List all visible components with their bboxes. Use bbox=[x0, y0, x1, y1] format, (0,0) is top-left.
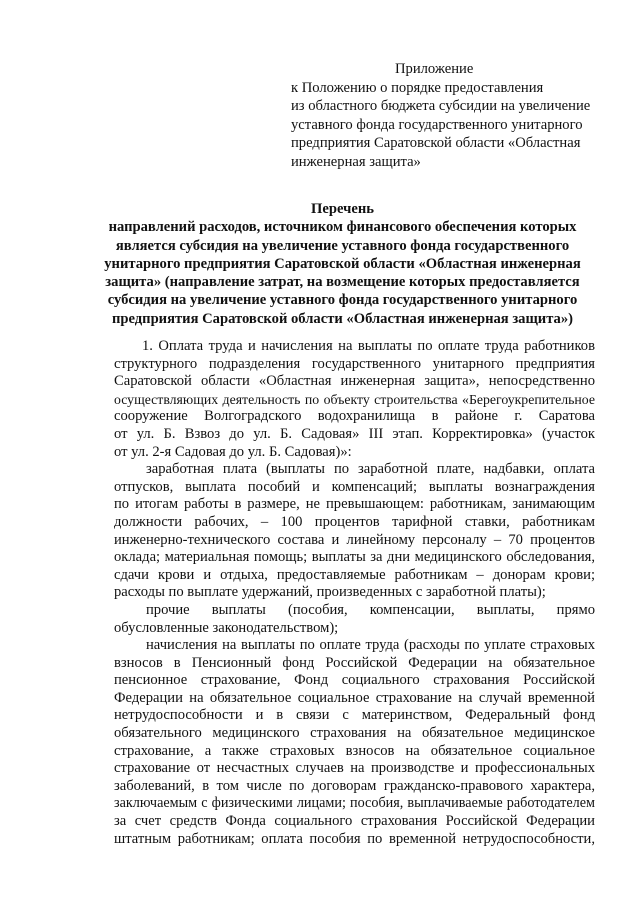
paragraph-3 bbox=[114, 602, 595, 637]
appendix-line: к Положению о порядке предоставления bbox=[291, 79, 544, 96]
text-line: расходы по выплате удержаний, произведенных с заработной платы); bbox=[114, 584, 546, 601]
appendix-line: из областного бюджета субсидии на увеличение bbox=[291, 98, 591, 115]
paragraph-2 bbox=[114, 461, 595, 602]
text-line: от ул. 2-я Садовая до ул. Б. Садовая)»: bbox=[114, 443, 352, 460]
heading-line: унитарного предприятия Саратовской области «Областная инженерная bbox=[104, 255, 581, 272]
text-line: взносов в Пенсионный фонд Российской Федерации на обязательное bbox=[114, 654, 595, 671]
appendix-line: предприятия Саратовской области «Областная bbox=[291, 135, 581, 152]
document-body bbox=[114, 338, 595, 848]
appendix-header bbox=[291, 60, 611, 172]
text-line: нетрудоспособности и в связи с материнством, Федеральный фонд bbox=[114, 707, 595, 724]
text-line: страхование от несчастных случаев на производстве и профессиональных bbox=[114, 760, 595, 777]
text-line: за счет средств Фонда социального страхования Российской Федерации bbox=[114, 813, 595, 830]
appendix-title: Приложение bbox=[395, 61, 474, 77]
heading-line: направлений расходов, источником финансового обеспечения которых bbox=[108, 219, 577, 236]
text-line: сдачи крови и отдыха, предоставляемые работникам – донорам крови; bbox=[114, 566, 595, 583]
text-line: штатным работникам; оплата пособия по временной нетрудоспособности, bbox=[114, 830, 595, 847]
heading-line: защита» (направление затрат, на возмещение которых предоставляется bbox=[105, 274, 580, 291]
text-line: заболеваний, в том числе по договорам гражданско-правового характера, bbox=[114, 777, 595, 794]
text-line: структурного подразделения государственного унитарного предприятия bbox=[114, 355, 595, 372]
text-line: оклада; материальная помощь; выплаты за дни медицинского обследования, bbox=[114, 549, 595, 566]
document-heading bbox=[80, 200, 605, 328]
text-line: по итогам работы в размере, не превышающем: работникам, занимающим bbox=[114, 496, 595, 513]
text-line: заключаемым с физическими лицами; пособия, выплачиваемые работодателем bbox=[114, 795, 595, 812]
text-line: Саратовской области «Областная инженерная защита», непосредственно bbox=[114, 373, 595, 390]
text-line: сооружение Волгоградского водохранилища в районе г. Саратова bbox=[114, 408, 595, 425]
text-line: начисления на выплаты по оплате труда (расходы по уплате страховых bbox=[146, 637, 595, 654]
text-line: 1. Оплата труда и начисления на выплаты по оплате труда работников bbox=[142, 338, 595, 354]
paragraph-1 bbox=[114, 338, 595, 461]
text-line: заработная плата (выплаты по заработной плате, надбавки, оплата bbox=[146, 461, 595, 478]
text-line: осуществляющих деятельность по объекту строительства «Берегоукрепительное bbox=[114, 391, 595, 407]
heading-line: предприятия Саратовской области «Областная инженерная защита») bbox=[111, 310, 574, 327]
paragraph-4 bbox=[114, 637, 595, 848]
heading-line: субсидия на увеличение уставного фонда государственного унитарного bbox=[107, 292, 578, 309]
appendix-line: уставного фонда государственного унитарного bbox=[291, 116, 583, 133]
heading-title: Перечень bbox=[311, 201, 374, 217]
text-line: обусловленные законодательством); bbox=[114, 619, 339, 636]
text-line: прочие выплаты (пособия, компенсации, выплаты, прямо bbox=[146, 601, 595, 618]
text-line: инженерно-технического состава и линейному персоналу – 70 процентов bbox=[114, 531, 595, 548]
text-line: должности рабочих, – 100 процентов тарифной ставки, работникам bbox=[114, 513, 595, 530]
appendix-line: инженерная защита» bbox=[291, 153, 421, 170]
text-line: Федерации на обязательное социальное страхование на случай временной bbox=[114, 689, 595, 706]
text-line: пенсионное страхование, Фонд социального страхования Российской bbox=[114, 672, 595, 689]
text-line: обязательного медицинского страхования на обязательное медицинское bbox=[114, 725, 595, 742]
text-line: отпусков, выплата пособий и компенсаций; выплаты вознаграждения bbox=[114, 478, 595, 495]
text-line: страхование, а также страховых взносов на обязательное социальное bbox=[114, 742, 595, 759]
text-line: от ул. Б. Взвоз до ул. Б. Садовая» III этап. Корректировка» (участок bbox=[114, 425, 595, 442]
heading-line: является субсидия на увеличение уставного фонда государственного bbox=[115, 237, 570, 254]
